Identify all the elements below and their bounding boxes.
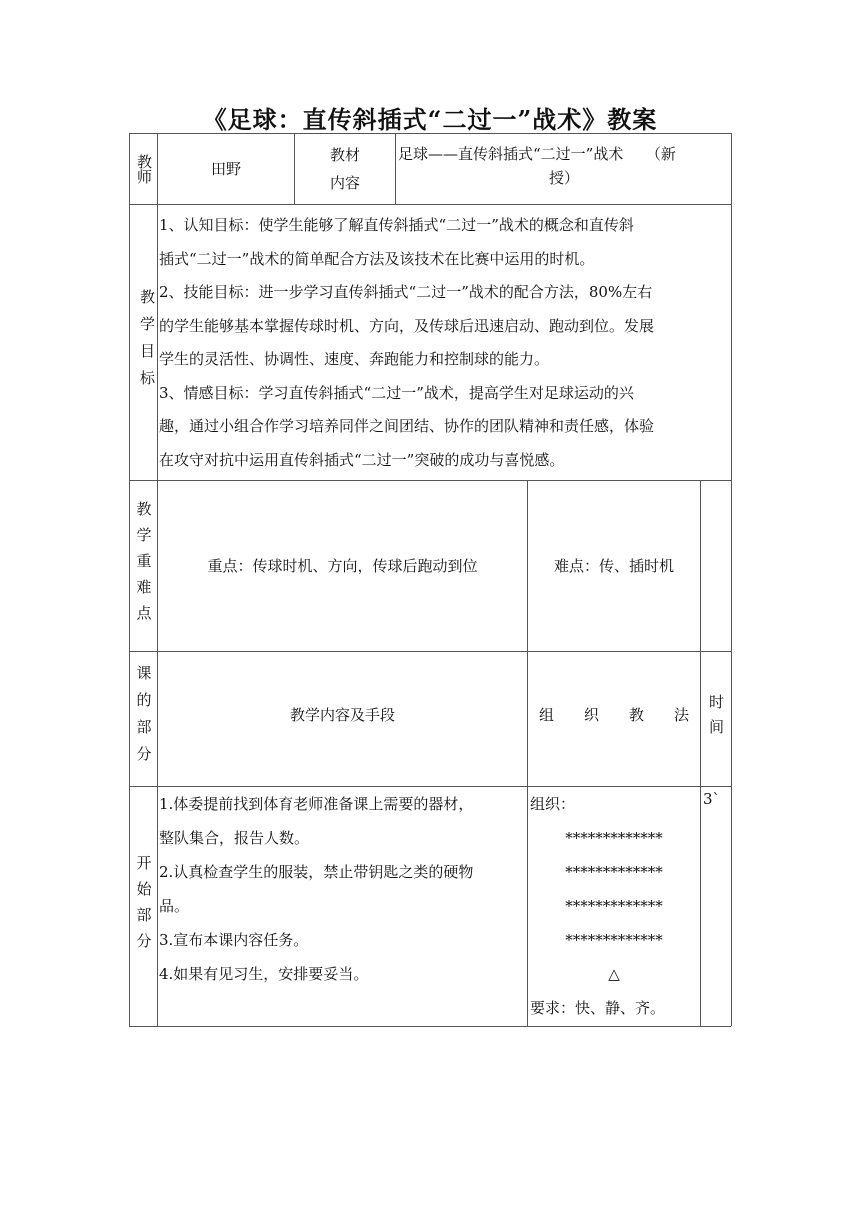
goal-line: 3、情感目标：学习直传斜插式“二过一”战术，提高学生对足球运动的兴 bbox=[159, 383, 634, 402]
teacher-label: 教师 bbox=[135, 154, 153, 184]
difficulty-text: 难点：传、插时机 bbox=[553, 557, 674, 575]
content-label: 教材 内容 bbox=[329, 146, 360, 192]
teacher-position-icon: △ bbox=[608, 965, 620, 983]
formation-row: ************* bbox=[565, 897, 663, 915]
section-label: 课的部分 bbox=[134, 665, 153, 773]
organization-label: 组织： bbox=[530, 795, 576, 813]
goal-line: 插式“二过一”战术的简单配合方法及该技术在比赛中运用的时机。 bbox=[159, 249, 595, 268]
formation-row: ************* bbox=[565, 829, 663, 847]
requirement-text: 要求：快、静、齐。 bbox=[530, 999, 666, 1017]
formation-row: ************* bbox=[565, 863, 663, 881]
opening-time: 3` bbox=[703, 790, 721, 808]
time-header: 时间 bbox=[707, 694, 725, 744]
goal-line: 在攻守对抗中运用直传斜插式“二过一”突破的成功与喜悦感。 bbox=[159, 450, 565, 469]
goals-text bbox=[159, 209, 731, 477]
opening-step-line: 1.体委提前找到体育老师准备课上需要的器材， bbox=[159, 795, 474, 813]
focus-text: 重点：传球时机、方向，传球后跑动到位 bbox=[207, 557, 478, 575]
opening-step-line: 整队集合，报告人数。 bbox=[159, 829, 310, 847]
content-value: 足球——直传斜插式“二过一”战术 （新 授） bbox=[398, 145, 676, 187]
opening-label: 开始部分 bbox=[134, 854, 153, 959]
opening-step-line: 4.如果有见习生，安排要妥当。 bbox=[159, 965, 369, 983]
opening-steps bbox=[159, 787, 527, 991]
goal-line: 2、技能目标：进一步学习直传斜插式“二过一”战术的配合方法，80%左右 bbox=[159, 283, 653, 301]
page-title: 《足球：直传斜插式“二过一”战术》教案 bbox=[202, 105, 658, 134]
goal-line: 趣，通过小组合作学习培养同伴之间团结、协作的团队精神和责任感，体验 bbox=[159, 417, 655, 435]
goals-label: 教学目标 bbox=[138, 288, 156, 397]
keypoints-label: 教学重难点 bbox=[134, 501, 153, 631]
goal-line: 的学生能够基本掌握传球时机、方向，及传球后迅速启动、跑动到位。发展 bbox=[159, 316, 655, 335]
method-header: 组 织 教 法 bbox=[538, 706, 689, 724]
formation-row: ************* bbox=[565, 931, 663, 949]
formation-diagram bbox=[528, 821, 700, 957]
teacher-name: 田野 bbox=[210, 160, 241, 178]
opening-step-line: 品。 bbox=[159, 897, 190, 915]
opening-step-line: 3.宣布本课内容任务。 bbox=[159, 931, 309, 949]
goal-line: 学生的灵活性、协调性、速度、奔跑能力和控制球的能力。 bbox=[159, 350, 550, 368]
content-header: 教学内容及手段 bbox=[289, 706, 395, 724]
opening-step-line: 2.认真检查学生的服装，禁止带钥匙之类的硬物 bbox=[159, 863, 474, 881]
goal-line: 1、认知目标：使学生能够了解直传斜插式“二过一”战术的概念和直传斜 bbox=[159, 216, 634, 234]
